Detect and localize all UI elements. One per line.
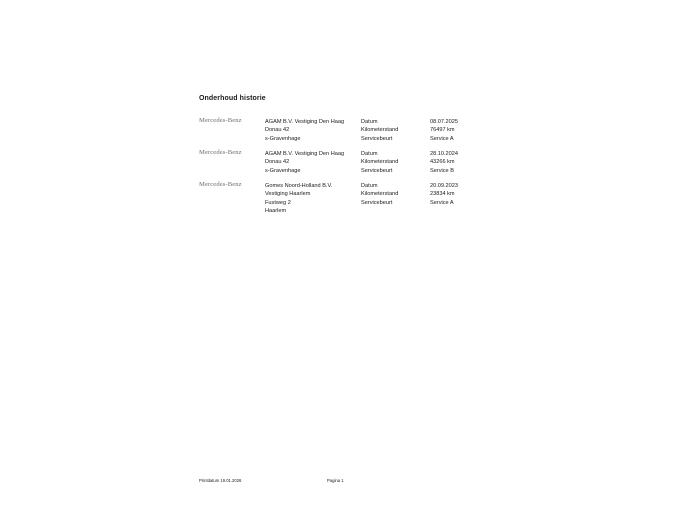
record-values [430,182,490,207]
date-label: Datum [361,119,378,125]
record-labels [361,150,427,175]
page-number: Pagina 1 [327,478,344,483]
dealer-line: AGAM B.V. Vestiging Den Haag [265,151,345,157]
dealer-line: Haarlem [265,207,287,214]
date-value: 08.07.2025 [430,119,458,125]
dealer-address [265,150,360,175]
mileage-label: Kilometerstand [361,159,399,166]
date-label: Datum [361,151,378,157]
dealer-line: s-Gravenhage [265,135,301,142]
dealer-line: Donau 42 [265,159,290,166]
record-labels [361,182,427,207]
service-value: Service A [430,199,454,206]
dealer-address [265,118,360,143]
dealer-line: AGAM B.V. Vestiging Den Haag [265,119,345,125]
brand-logo: Mercedes-Benz [199,181,242,188]
brand-logo: Mercedes-Benz [199,117,242,124]
service-label: Servicebeurt [361,135,393,142]
service-value: Service A [430,135,454,142]
service-label: Servicebeurt [361,199,393,206]
dealer-address [265,182,360,215]
service-label: Servicebeurt [361,167,393,174]
print-date: Printdatum 19.01.2026 [199,478,242,483]
page-title: Onderhoud historie [199,95,266,102]
date-value: 28.10.2024 [430,151,458,157]
service-value: Service B [430,167,454,174]
mileage-label: Kilometerstand [361,127,399,134]
record-labels [361,118,427,143]
date-label: Datum [361,183,378,189]
mileage-label: Kilometerstand [361,191,399,198]
mileage-value: 43266 km [430,159,455,166]
record-values [430,150,490,175]
date-value: 20.09.2023 [430,183,458,189]
mileage-value: 76497 km [430,127,455,134]
mileage-value: 23834 km [430,191,455,198]
record-values [430,118,490,143]
brand-logo: Mercedes-Benz [199,149,242,156]
dealer-line: s-Gravenhage [265,167,301,174]
dealer-line: Donau 42 [265,127,290,134]
dealer-line: Vestiging Haarlem [265,191,311,198]
dealer-line: Fustweg 2 [265,199,291,206]
dealer-line: Gomes Noord-Holland B.V. [265,183,333,189]
